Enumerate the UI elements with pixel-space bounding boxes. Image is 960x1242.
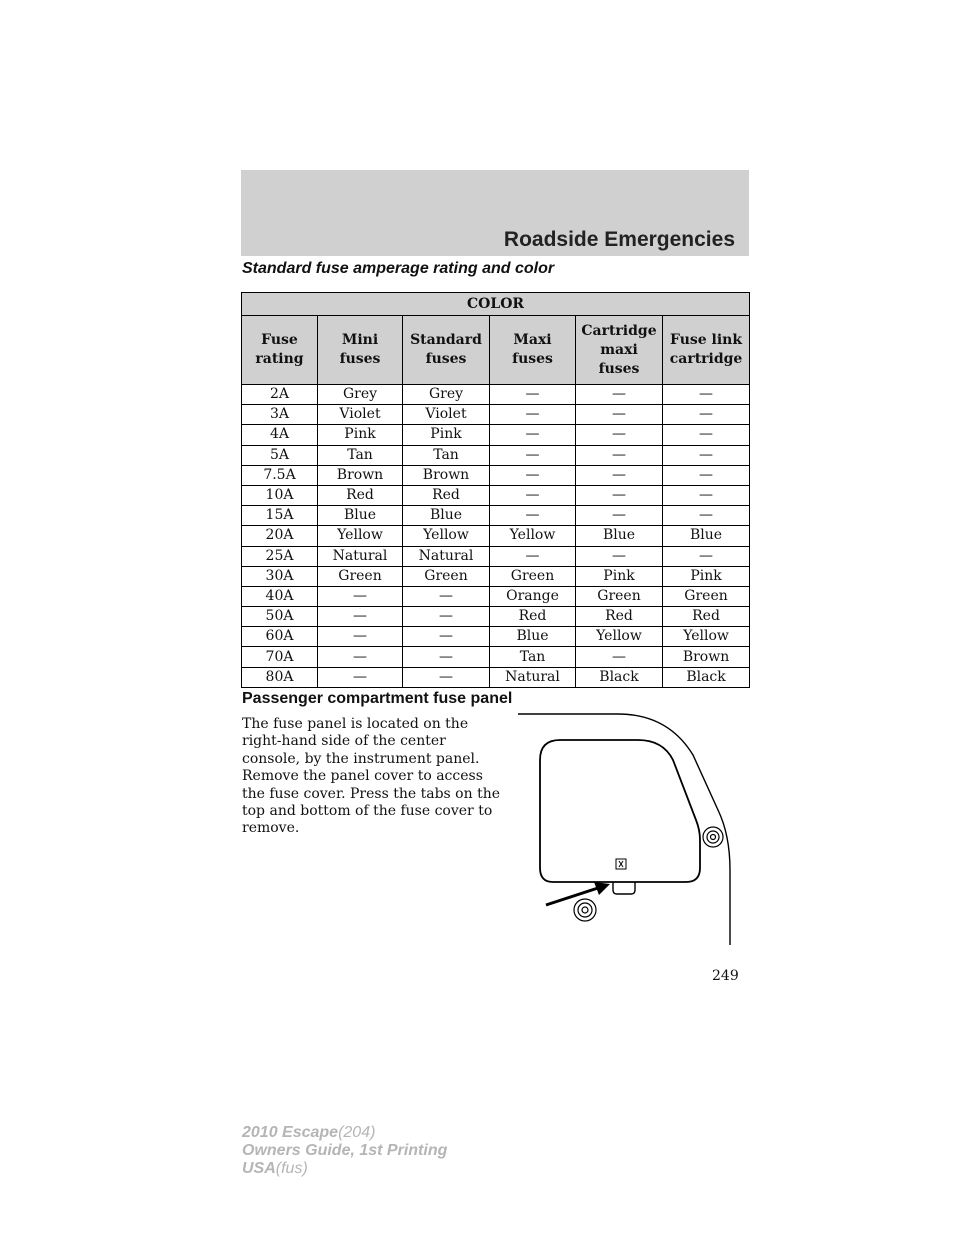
fuse-color-cell: Green [318,566,403,586]
table-row [242,485,750,505]
fuse-color-cell: Yellow [576,627,663,647]
table-row [242,425,750,445]
table-row [242,566,750,586]
fuse-color-cell: Yellow [490,526,576,546]
fuse-color-cell: Yellow [403,526,490,546]
fuse-color-cell: Grey [403,385,490,405]
fuse-color-cell: — [490,405,576,425]
screw-icon [574,899,596,921]
fuse-color-cell: Violet [318,405,403,425]
fuse-rating-cell: 3A [242,405,318,425]
fuse-color-cell: Grey [318,385,403,405]
column-header: Maxi fuses [490,316,576,385]
cover-tab [613,882,635,894]
body-line: Remove the panel cover to access [242,768,483,785]
table-row [242,546,750,566]
fuse-color-cell: — [403,607,490,627]
fuse-color-cell: — [318,647,403,667]
column-header: Cartridge maxi fuses [576,316,663,385]
fuse-color-cell: Brown [663,647,750,667]
table-caption: Standard fuse amperage rating and color [242,260,555,277]
fuse-rating-cell: 70A [242,647,318,667]
table-row [242,667,750,687]
section-title: Roadside Emergencies [503,228,735,251]
column-header: Fuse link cartridge [663,316,750,385]
fuse-color-cell: — [576,445,663,465]
fuse-color-cell: — [490,485,576,505]
fuse-color-cell: — [663,546,750,566]
fuse-rating-cell: 10A [242,485,318,505]
fuse-color-cell: Brown [403,465,490,485]
fuse-color-cell: — [576,385,663,405]
fuse-rating-cell: 50A [242,607,318,627]
fuse-color-cell: Yellow [318,526,403,546]
fuse-color-cell: — [576,647,663,667]
fuse-rating-cell: 15A [242,506,318,526]
fuse-color-cell: Black [663,667,750,687]
fuse-color-cell: — [663,465,750,485]
table-row [242,607,750,627]
column-header: Standard fuses [403,316,490,385]
table-row [242,385,750,405]
footer-market-code: (fus) [275,1160,308,1177]
fuse-color-cell: Violet [403,405,490,425]
fuse-rating-cell: 60A [242,627,318,647]
fuse-color-cell: Green [663,586,750,606]
fuse-color-cell: — [490,425,576,445]
section-heading: Passenger compartment fuse panel [242,690,513,707]
fuse-color-cell: — [663,425,750,445]
fuse-color-cell: Green [403,566,490,586]
fuse-color-cell: Red [576,607,663,627]
table-row [242,445,750,465]
footer-model: 2010 Escape [242,1124,339,1141]
screw-icon [703,827,723,847]
fuse-color-cell: — [576,425,663,445]
fuse-rating-cell: 30A [242,566,318,586]
color-group-header: COLOR [242,293,750,316]
fuse-rating-cell: 4A [242,425,318,445]
fuse-color-cell: Brown [318,465,403,485]
fuse-color-cell: Pink [576,566,663,586]
page-number: 249 [712,968,739,984]
fuse-color-cell: — [490,385,576,405]
fuse-color-cell: Blue [403,506,490,526]
fuse-color-cell: — [663,385,750,405]
fuse-color-cell: Natural [318,546,403,566]
fuse-color-cell: — [318,627,403,647]
fuse-color-cell: Natural [403,546,490,566]
fuse-color-cell: Pink [403,425,490,445]
fuse-rating-cell: 40A [242,586,318,606]
body-line: The fuse panel is located on the [242,716,469,732]
fuse-rating-cell: 7.5A [242,465,318,485]
fuse-rating-cell: 80A [242,667,318,687]
fuse-color-cell: Red [663,607,750,627]
fuse-color-cell: — [576,546,663,566]
table-row [242,526,750,546]
section-body [242,716,504,838]
fuse-color-cell: Green [576,586,663,606]
fuse-cover-symbol-icon [616,859,626,869]
fuse-color-cell: Tan [318,445,403,465]
fuse-color-cell: — [403,647,490,667]
footer-market: USA [242,1160,276,1177]
body-line: top and bottom of the fuse cover to [242,803,493,820]
body-line: the fuse cover. Press the tabs on the [242,785,501,802]
fuse-color-cell: — [490,506,576,526]
fuse-color-cell: Black [576,667,663,687]
fuse-rating-cell: 20A [242,526,318,546]
body-line: remove. [242,820,300,837]
column-header: Mini fuses [318,316,403,385]
fuse-color-cell: — [663,506,750,526]
fuse-color-cell: — [663,485,750,505]
fuse-color-cell: — [318,586,403,606]
column-header: Fuse rating [242,316,318,385]
fuse-color-cell: Pink [663,566,750,586]
table-row [242,506,750,526]
fuse-color-cell: Red [403,485,490,505]
table-row [242,405,750,425]
table-row [242,647,750,667]
fuse-color-cell: — [576,506,663,526]
table-row [242,465,750,485]
fuse-color-cell: — [403,627,490,647]
fuse-color-cell: Natural [490,667,576,687]
fuse-color-cell: Green [490,566,576,586]
fuse-color-cell: Tan [490,647,576,667]
fuse-color-cell: Blue [663,526,750,546]
fuse-color-cell: — [663,445,750,465]
fuse-color-cell: Blue [490,627,576,647]
fuse-color-cell: Blue [576,526,663,546]
section-header-band [241,170,749,256]
fuse-color-cell: — [490,445,576,465]
fuse-panel-illustration [518,700,748,950]
fuse-rating-cell: 25A [242,546,318,566]
fuse-color-cell: — [403,586,490,606]
fuse-color-cell: Tan [403,445,490,465]
fuse-rating-cell: 2A [242,385,318,405]
fuse-color-cell: Red [318,485,403,505]
table-row [242,627,750,647]
fuse-color-cell: Orange [490,586,576,606]
fuse-color-cell: — [490,546,576,566]
fuse-color-cell: Red [490,607,576,627]
fuse-color-cell: Pink [318,425,403,445]
fuse-color-cell: — [576,485,663,505]
print-footer [242,1124,447,1178]
footer-model-code: (204) [338,1124,376,1141]
fuse-color-table [241,292,750,688]
fuse-color-cell: — [576,465,663,485]
footer-edition: Owners Guide, 1st Printing [242,1142,448,1159]
fuse-color-cell: — [663,405,750,425]
body-line: console, by the instrument panel. [242,750,480,767]
table-row [242,586,750,606]
fuse-color-cell: Yellow [663,627,750,647]
panel-cover [540,740,700,882]
fuse-rating-cell: 5A [242,445,318,465]
fuse-color-cell: — [576,405,663,425]
fuse-color-cell: — [318,607,403,627]
fuse-color-cell: Blue [318,506,403,526]
fuse-color-cell: — [490,465,576,485]
fuse-color-cell: — [403,667,490,687]
body-line: right-hand side of the center [242,733,446,750]
fuse-color-cell: — [318,667,403,687]
